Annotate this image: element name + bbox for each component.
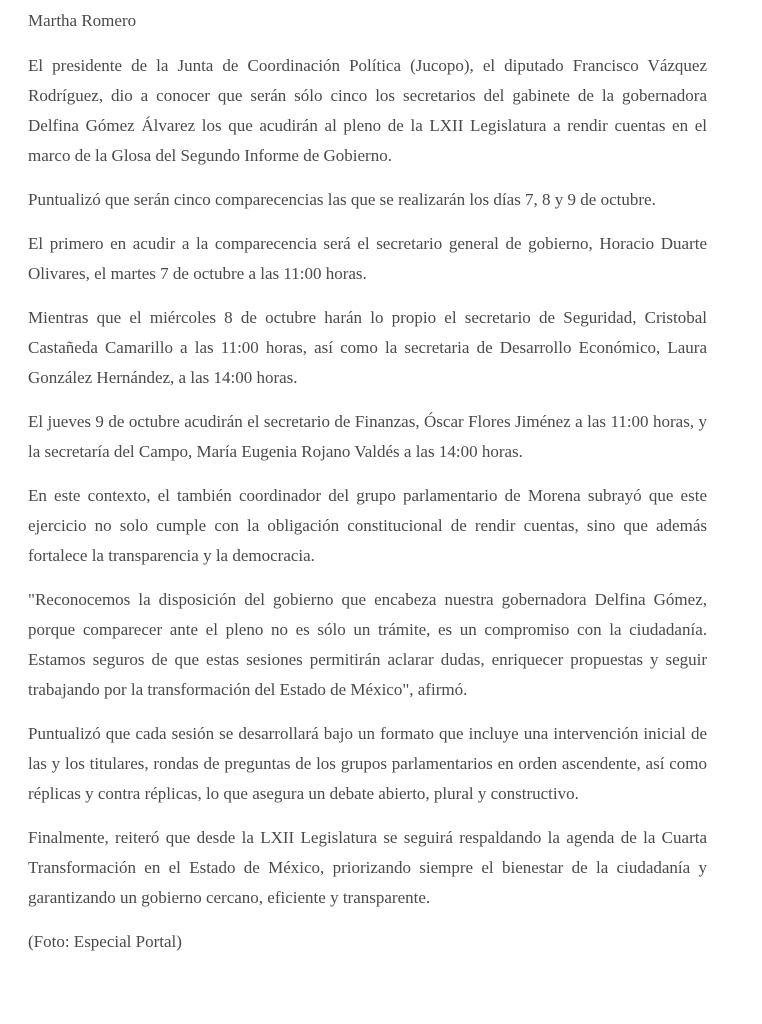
paragraph-format: Puntualizó que cada sesión se desarrollará bajo un formato que incluye una intervención inicial de las y los titulares, rondas de preguntas de los grupos parlamentarios en orden ascendente, así como réplicas y contra réplicas, lo que asegura un debate abierto, plural y constructivo. [28,724,707,803]
paragraph-context: En este contexto, el también coordinador del grupo parlamentario de Morena subrayó que este ejercicio no solo cumple con la obligación constitucional de rendir cuentas, sino que además fortalece la transparencia y la democracia. [28,486,707,565]
paragraph-quote: "Reconocemos la disposición del gobierno que encabeza nuestra gobernadora Delfina Gómez, porque comparecer ante el pleno no es sólo un trámite, es un compromiso con la ciudadanía. Estamos seguros de que estas sesiones permitirán aclarar dudas, enriquecer propuestas y seguir trabajando por la transformación del Estado de México", afirmó. [28,590,707,699]
paragraph-wednesday: Mientras que el miércoles 8 de octubre harán lo propio el secretario de Seguridad, Cristobal Castañeda Camarillo a las 11:00 horas, así como la secretaria de Desarrollo Económico, Laura González Hernández, a las 14:00 horas. [28,308,707,387]
paragraph-jucopo-announcement: El presidente de la Junta de Coordinación Política (Jucopo), el diputado Francisco Vázquez Rodríguez, dio a conocer que serán sólo cinco los secretarios del gabinete de la gobernadora Delfina Gómez Álvarez los que acudirán al pleno de la LXII Legislatura a rendir cuentas en el marco de la Glosa del Segundo Informe de Gobierno. [28,56,707,165]
paragraph-thursday: El jueves 9 de octubre acudirán el secretario de Finanzas, Óscar Flores Jiménez a las 11:00 horas, y la secretaría del Campo, María Eugenia Rojano Valdés a las 14:00 horas. [28,412,707,461]
paragraph-dates: Puntualizó que serán cinco comparecencias las que se realizarán los días 7, 8 y 9 de octubre. [28,190,656,209]
photo-credit: (Foto: Especial Portal) [28,932,182,951]
author-byline: Martha Romero [28,11,137,30]
paragraph-closing: Finalmente, reiteró que desde la LXII Legislatura se seguirá respaldando la agenda de la Cuarta Transformación en el Estado de México, priorizando siempre el bienestar de la ciudadanía y garantizando un gobierno cercano, eficiente y transparente. [28,828,707,907]
paragraph-first-appearance: El primero en acudir a la comparecencia será el secretario general de gobierno, Horacio Duarte Olivares, el martes 7 de octubre a las 11:00 horas. [28,234,707,283]
